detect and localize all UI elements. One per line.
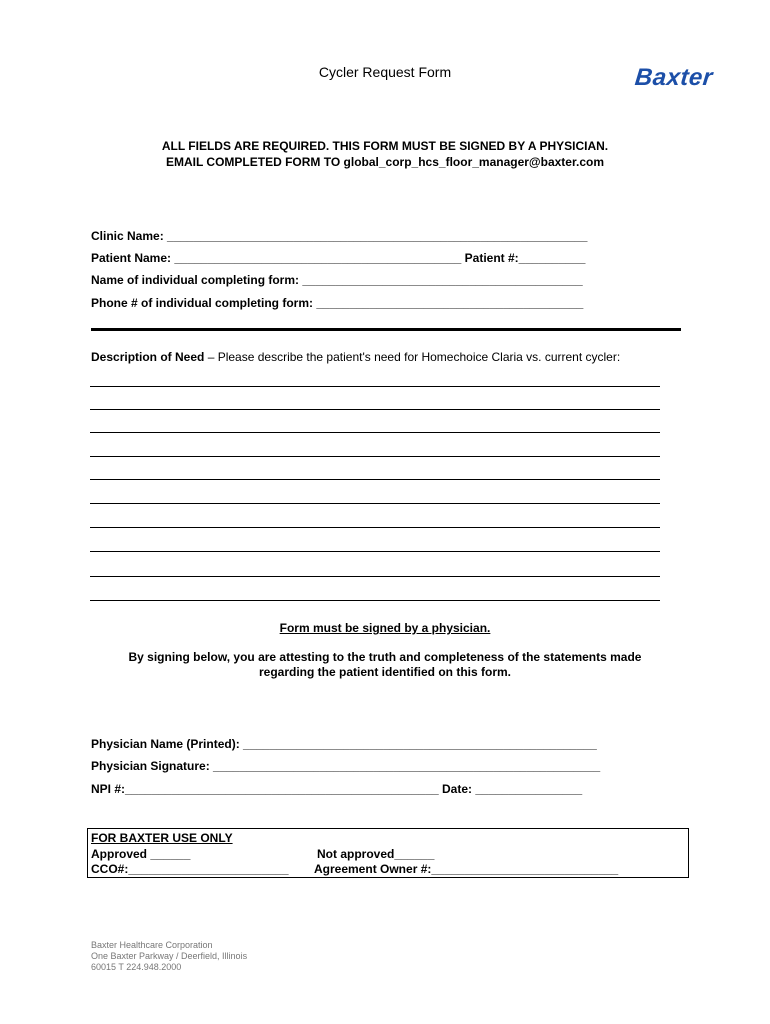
npi-date-field[interactable]: NPI #:_______________________________________________ Date: ________________ (91, 782, 583, 796)
description-line[interactable] (90, 386, 660, 387)
completer-phone-field[interactable]: Phone # of individual completing form: ________________________________________ (91, 296, 584, 310)
approved-field[interactable]: Approved ______ (91, 847, 191, 861)
section-divider (91, 328, 681, 331)
baxter-logo: Baxter (633, 64, 715, 91)
footer-street: One Baxter Parkway / Deerfield, Illinois (91, 951, 248, 961)
completer-name-field[interactable]: Name of individual completing form: __________________________________________ (91, 273, 583, 287)
email-notice: EMAIL COMPLETED FORM TO global_corp_hcs_floor_manager@baxter.com (165, 155, 604, 169)
description-line[interactable] (90, 409, 660, 410)
attestation-line-2: regarding the patient identified on this form. (258, 665, 511, 679)
agreement-owner-field[interactable]: Agreement Owner #:____________________________ (314, 862, 619, 876)
attestation-line-1: By signing below, you are attesting to the truth and completeness of the statements made (128, 650, 642, 664)
description-line[interactable] (90, 503, 660, 504)
footer-company: Baxter Healthcare Corporation (91, 940, 213, 950)
baxter-use-heading: FOR BAXTER USE ONLY (91, 831, 233, 845)
description-line[interactable] (90, 479, 660, 480)
cco-field[interactable]: CCO#:________________________ (91, 862, 289, 876)
footer-address (91, 940, 247, 973)
required-notice: ALL FIELDS ARE REQUIRED. THIS FORM MUST BE SIGNED BY A PHYSICIAN. (161, 139, 609, 153)
description-line[interactable] (90, 551, 660, 552)
description-line[interactable] (90, 456, 660, 457)
clinic-name-field[interactable]: Clinic Name: _______________________________________________________________ (91, 229, 588, 243)
description-line[interactable] (90, 432, 660, 433)
description-text: – Please describe the patient's need for Homechoice Claria vs. current cycler: (204, 350, 621, 364)
baxter-use-box (87, 828, 689, 878)
description-line[interactable] (90, 600, 660, 601)
not-approved-field[interactable]: Not approved______ (317, 847, 435, 861)
description-of-need (91, 350, 620, 364)
footer-phone: 60015 T 224.948.2000 (91, 962, 182, 972)
description-line[interactable] (90, 576, 660, 577)
patient-name-field[interactable]: Patient Name: ___________________________________________ Patient #:__________ (91, 251, 586, 265)
description-label: Description of Need (91, 350, 205, 364)
physician-signature-field[interactable]: Physician Signature: __________________________________________________________ (91, 759, 601, 773)
description-line[interactable] (90, 527, 660, 528)
form-title: Cycler Request Form (318, 64, 452, 80)
physician-name-field[interactable]: Physician Name (Printed): _____________________________________________________ (91, 737, 597, 751)
must-sign-notice: Form must be signed by a physician. (279, 621, 491, 635)
